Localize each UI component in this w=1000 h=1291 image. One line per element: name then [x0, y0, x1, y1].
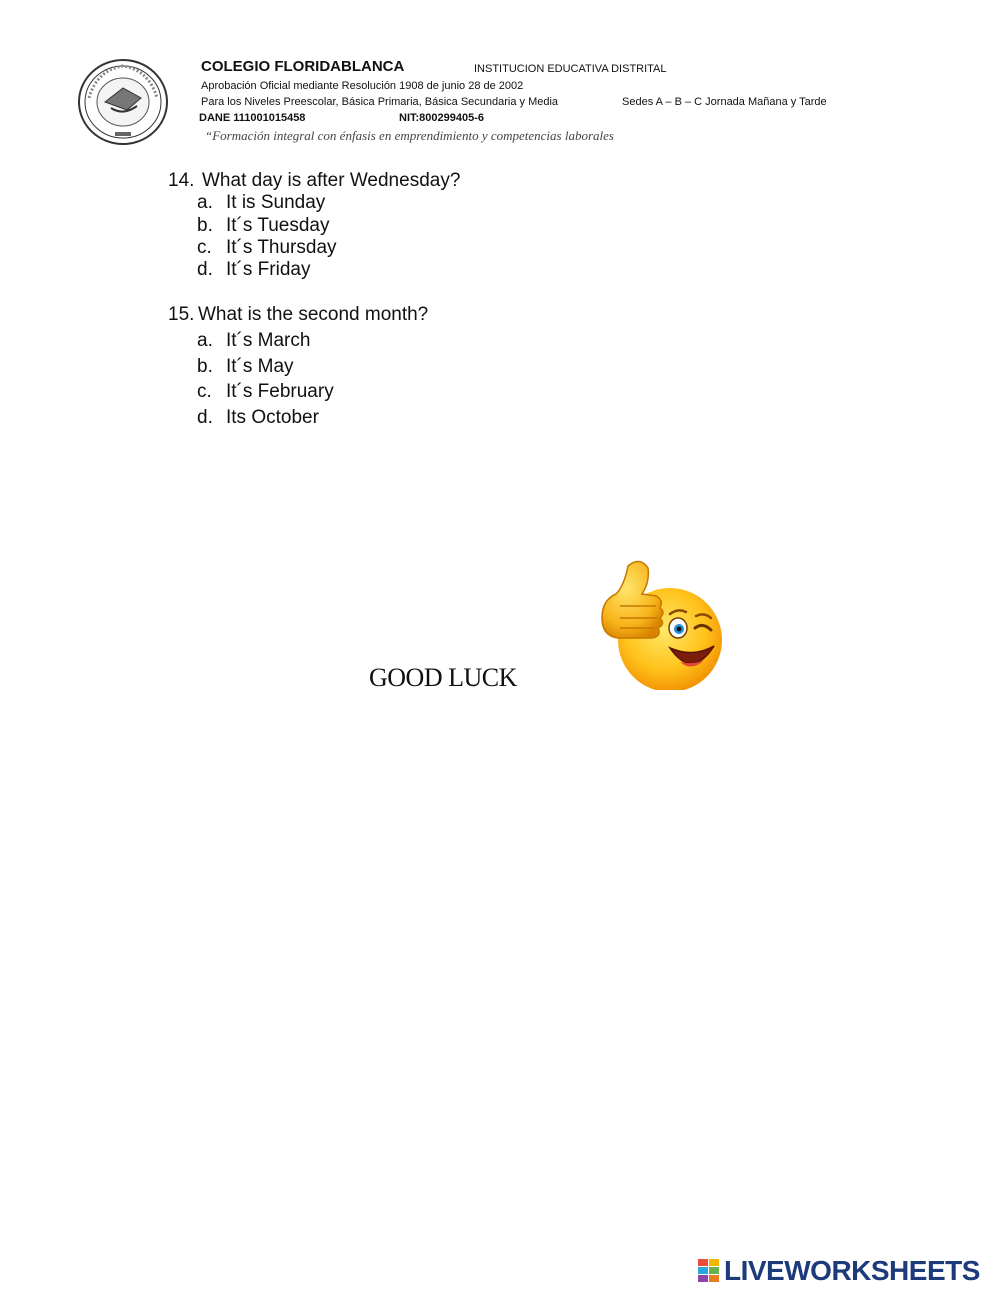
option-letter: a. [197, 330, 213, 351]
option-14-a[interactable] [197, 192, 325, 214]
question-number: 14. [168, 170, 195, 191]
option-letter: b. [197, 215, 213, 236]
option-letter: a. [197, 192, 213, 213]
option-letter: b. [197, 356, 213, 377]
option-text: It´s Thursday [226, 237, 337, 258]
levels-line: Para los Niveles Preescolar, Básica Primaria, Básica Secundaria y Media [201, 96, 559, 108]
option-15-c[interactable] [197, 381, 334, 403]
option-15-b[interactable] [197, 356, 294, 378]
option-text: It´s February [226, 381, 334, 402]
option-14-b[interactable] [197, 215, 330, 237]
thumbs-up-wink-emoji-icon [598, 556, 728, 690]
school-motto: “Formación integral con énfasis en emprendimiento y competencias laborales [205, 128, 614, 143]
option-15-d[interactable] [197, 407, 319, 429]
question-15 [168, 304, 428, 326]
option-letter: c. [197, 237, 212, 258]
institution-type: INSTITUCION EDUCATIVA DISTRITAL [474, 63, 667, 75]
option-text: Its October [226, 407, 319, 428]
question-text: What day is after Wednesday? [202, 170, 461, 191]
nit-code: NIT:800299405-6 [399, 112, 485, 124]
approval-line: Aprobación Oficial mediante Resolución 1908 de junio 28 de 2002 [201, 80, 524, 92]
school-name: COLEGIO FLORIDABLANCA [201, 58, 405, 75]
dane-code: DANE 111001015458 [199, 112, 306, 124]
option-14-d[interactable] [197, 259, 310, 281]
question-number: 15. [168, 304, 195, 325]
sedes-line: Sedes A – B – C Jornada Mañana y Tarde [622, 96, 827, 108]
option-14-c[interactable] [197, 237, 337, 259]
liveworksheets-brand: LIVEWORKSHEETS [724, 1255, 980, 1286]
option-letter: d. [197, 407, 213, 428]
option-letter: d. [197, 259, 213, 280]
option-text: It´s Friday [226, 259, 311, 280]
question-text: What is the second month? [198, 304, 429, 325]
option-text: It´s May [226, 356, 294, 377]
option-letter: c. [197, 381, 212, 402]
option-text: It´s March [226, 330, 311, 351]
option-15-a[interactable] [197, 330, 310, 352]
option-text: It is Sunday [226, 192, 326, 213]
option-text: It´s Tuesday [226, 215, 330, 236]
school-seal-logo [77, 58, 169, 146]
liveworksheets-logo-icon [698, 1259, 720, 1283]
good-luck-message: GOOD LUCK [369, 663, 517, 692]
question-14 [168, 170, 460, 192]
